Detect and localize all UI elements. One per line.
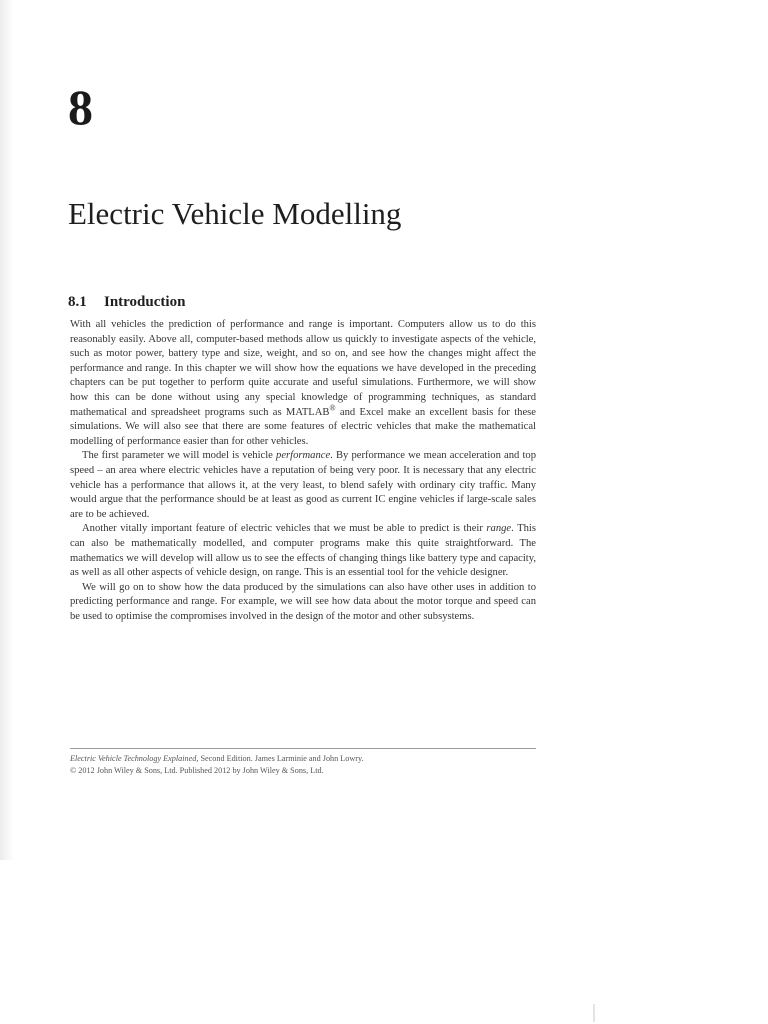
section-title: Introduction: [104, 294, 186, 310]
footer-copyright-note: [70, 753, 536, 777]
footer-line-2: © 2012 John Wiley & Sons, Ltd. Published 2012 by John Wiley & Sons, Ltd.: [70, 766, 324, 775]
footer-book-title: Electric Vehicle Technology Explained: [70, 754, 197, 763]
paragraph-4: We will go on to show how the data produced by the simulations can also have other uses in addition to predicting performance and range. For example, we will see how data about the motor torque and speed can be used to optimise the compromises involved in the design of the motor and other subsystems.: [70, 581, 536, 622]
footer-edition-authors: , Second Edition. James Larminie and John Lowry.: [196, 754, 364, 763]
section-heading: [68, 294, 185, 311]
page-edge-shadow: [0, 0, 14, 860]
paragraph-1-text-b: and Excel make an excellent basis for these simulations. We will also see that there are some features of electric vehicles that make the mathematical modelling of performance easier than for other vehicles.: [70, 406, 536, 447]
section-number: 8.1: [68, 294, 87, 310]
footer-rule: [70, 748, 536, 749]
body-text: [70, 318, 536, 624]
paragraph-1: [70, 318, 536, 449]
paragraph-3-text-a: Another vitally important feature of electric vehicles that we must be able to predict is their: [82, 523, 487, 535]
chapter-title: Electric Vehicle Modelling: [68, 195, 402, 231]
scan-artifact: [593, 1004, 595, 1022]
paragraph-3-emphasis: range: [486, 523, 512, 535]
registered-trademark-mark: ®: [329, 403, 336, 413]
paragraph-2: [70, 449, 536, 522]
paragraph-1-text-a: With all vehicles the prediction of performance and range is important. Computers allow us to do this reasonably easily. Above all, computer-based methods allow us quickly to investigate aspects of the vehicle, such as motor power, battery type and size, weight, and so on, and see how the changes might affect the performance and range. In this chapter we will show how the equations we have developed in the preceding chapters can be put together to perform quite accurate and useful simulations. Furthermore, we will show how this can be done without using any special knowledge of programming techniques, as standard mathematical and spreadsheet programs such as MATLAB: [70, 319, 536, 418]
paragraph-3-text-b: . This can also be mathematically modelled, and computer programs make this quite straightforward. The mathematics we will develop will allow us to see the effects of changing things like battery type and capacity, as well as all other aspects of vehicle design, on range. This is an essential tool for the vehicle designer.: [70, 523, 536, 579]
paragraph-3: [70, 522, 536, 580]
paragraph-2-text-a: The first parameter we will model is vehicle: [82, 450, 277, 462]
footer-line-1: [70, 753, 536, 765]
chapter-number: 8: [68, 79, 93, 135]
paragraph-2-emphasis: performance: [276, 450, 331, 462]
paragraph-2-text-b: . By performance we mean acceleration and top speed – an area where electric vehicles have a reputation of being very poor. It is necessary that any electric vehicle has a performance that allows it, at the very least, to blend safely with ordinary city traffic. Many would argue that the performance should be at least as good as current IC engine vehicles if large-scale sales are to be achieved.: [70, 450, 536, 520]
